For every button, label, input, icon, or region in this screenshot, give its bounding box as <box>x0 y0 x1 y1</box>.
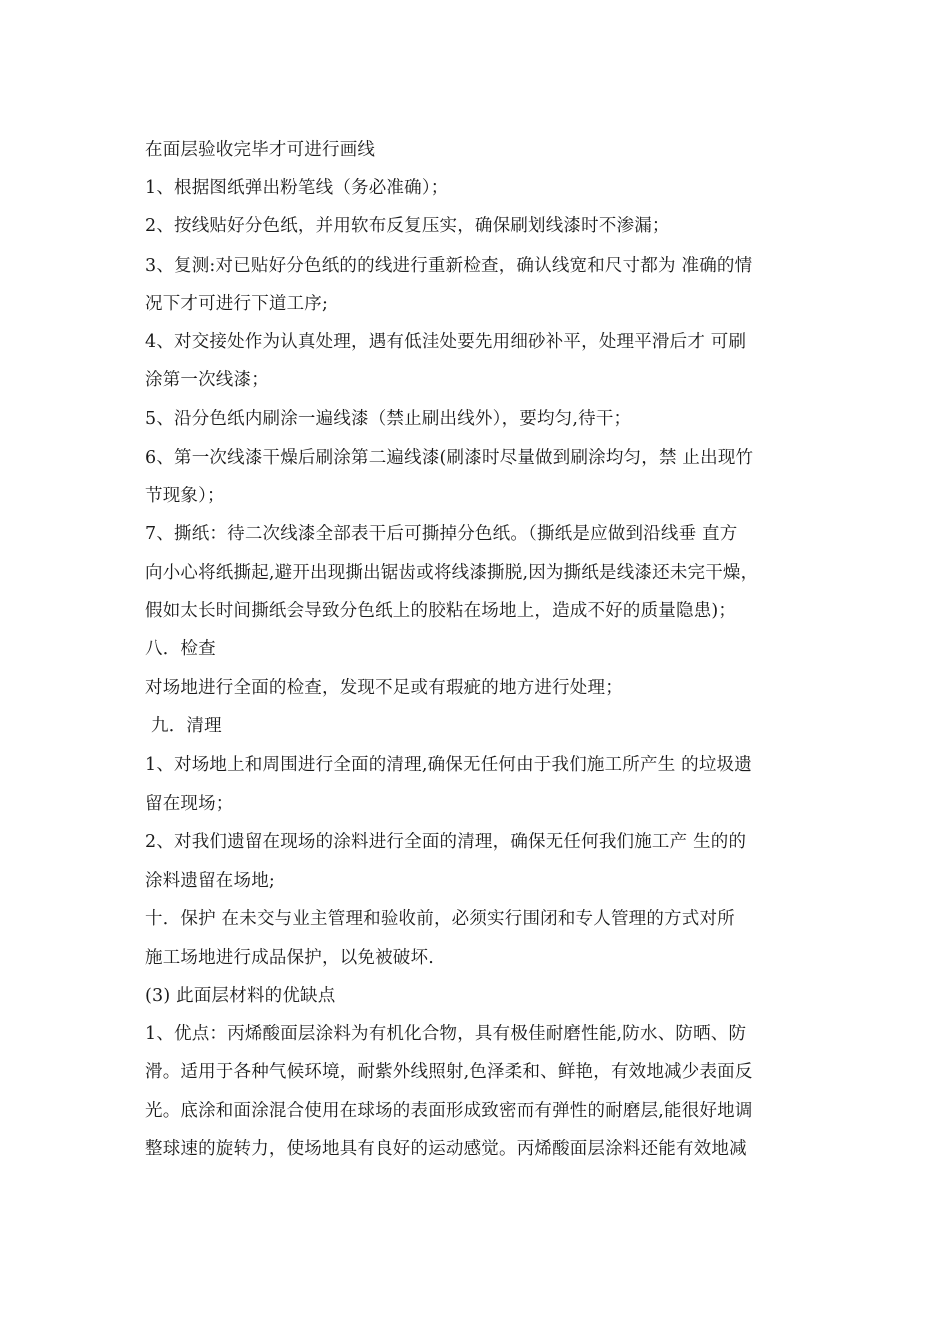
text-line: 整球速的旋转力，使场地具有良好的运动感觉。丙烯酸面层涂料还能有效地减 <box>145 1139 747 1159</box>
text-line: 假如太长时间撕纸会导致分色纸上的胶粘在场地上，造成不好的质量隐患)； <box>145 601 737 621</box>
section-heading-protection: 十．保护 在未交与业主管理和验收前，必须实行围闭和专人管理的方式对所 <box>145 909 735 929</box>
text-line: 况下才可进行下道工序; <box>145 294 329 314</box>
text-line: 6、第一次线漆干燥后刷涂第二遍线漆(刷漆时尽量做到刷涂均匀，禁 止出现竹 <box>145 448 754 468</box>
text-line: 留在现场； <box>145 794 234 814</box>
section-heading-inspection: 八．检查 <box>145 639 216 659</box>
text-line: 5、沿分色纸内刷涂一遍线漆（禁止刷出线外），要均匀,待干； <box>145 409 632 429</box>
text-line: 滑。适用于各种气候环境，耐紫外线照射,色泽柔和、鲜艳，有效地减少表面反 <box>145 1062 753 1082</box>
text-line: 对场地进行全面的检查，发现不足或有瑕疵的地方进行处理； <box>145 678 623 698</box>
text-line: 向小心将纸撕起,避开出现撕出锯齿或将线漆撕脱,因为撕纸是线漆还未完干燥， <box>145 563 759 583</box>
text-line: 3、复测:对已贴好分色纸的的线进行重新检查，确认线宽和尺寸都为 准确的情 <box>145 256 753 276</box>
text-line: 光。底涂和面涂混合使用在球场的表面形成致密而有弹性的耐磨层,能很好地调 <box>145 1101 753 1121</box>
text-line: 涂第一次线漆； <box>145 370 269 390</box>
text-line: 涂料遗留在场地; <box>145 871 275 891</box>
text-line: 2、对我们遗留在现场的涂料进行全面的清理，确保无任何我们施工产 生的的 <box>145 832 747 852</box>
text-line: 在面层验收完毕才可进行画线 <box>145 140 376 160</box>
section-heading-cleanup: 九．清理 <box>151 716 222 736</box>
text-line: 2、按线贴好分色纸，并用软布反复压实，确保刷划线漆时不渗漏； <box>145 216 670 236</box>
text-line: 1、根据图纸弹出粉笔线（务必准确）； <box>145 178 449 198</box>
text-line: 节现象）； <box>145 486 225 506</box>
text-line: 施工场地进行成品保护，以免被破坏. <box>145 948 434 968</box>
text-line: 1、优点：丙烯酸面层涂料为有机化合物，具有极佳耐磨性能,防水、防晒、防 <box>145 1024 747 1044</box>
section-heading-material: (3) 此面层材料的优缺点 <box>145 986 336 1006</box>
text-line: 7、撕纸：待二次线漆全部表干后可撕掉分色纸。（撕纸是应做到沿线垂 直方 <box>145 524 738 544</box>
text-line: 1、对场地上和周围进行全面的清理,确保无任何由于我们施工所产生 的垃圾遗 <box>145 755 752 775</box>
text-line: 4、对交接处作为认真处理，遇有低洼处要先用细砂补平，处理平滑后才 可刷 <box>145 332 747 352</box>
